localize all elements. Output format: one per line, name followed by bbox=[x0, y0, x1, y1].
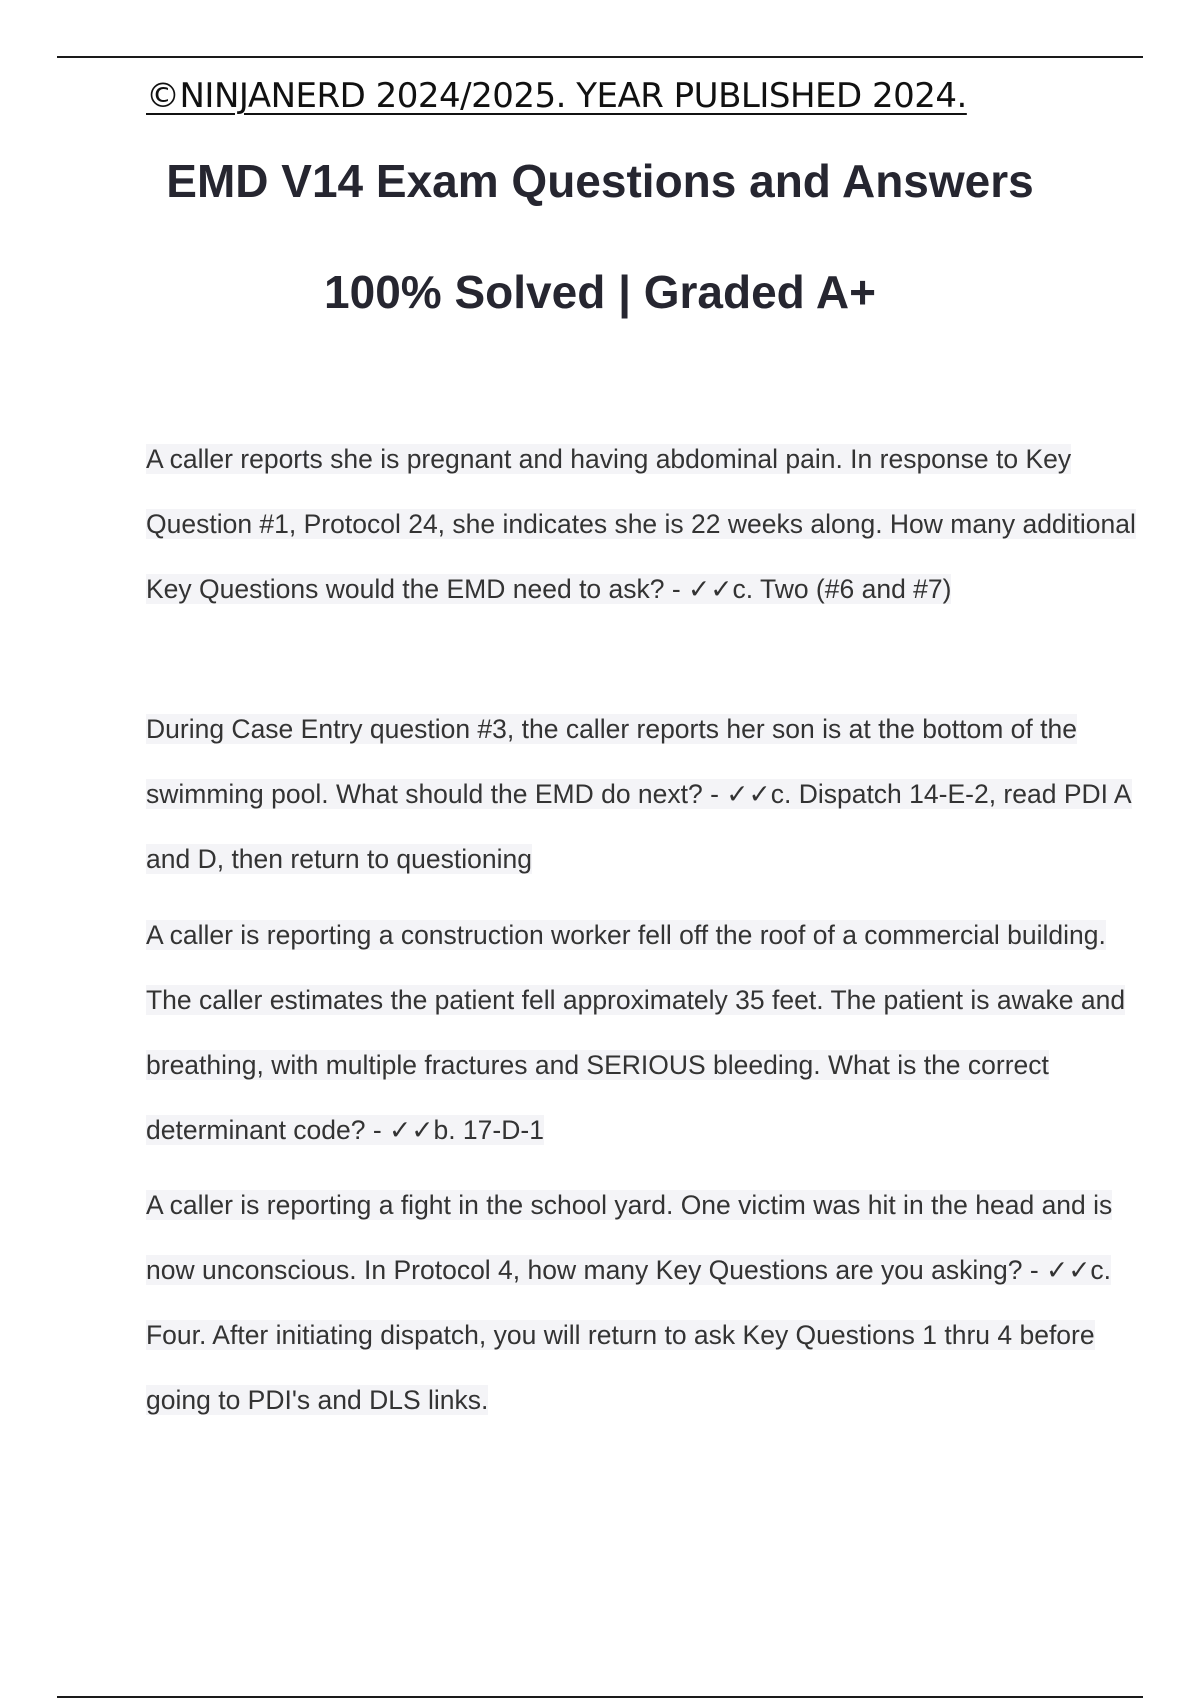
copyright-header: ©NINJANERD 2024/2025. YEAR PUBLISHED 2024. bbox=[146, 76, 967, 116]
qa-item-text: During Case Entry question #3, the caller reports her son is at the bottom of the swimming pool. What should the EMD do next? - ✓✓c. Dispatch 14-E-2, read PDI A and D, then return to questioning bbox=[146, 714, 1132, 874]
qa-item-text: A caller is reporting a fight in the school yard. One victim was hit in the head and is now unconscious. In Protocol 4, how many Key Questions are you asking? - ✓✓c. Four. After initiating dispatch, you will return to ask Key Questions 1 thru 4 before going to PDI's and DLS links. bbox=[146, 1190, 1113, 1415]
bottom-rule bbox=[57, 1696, 1143, 1698]
qa-item-text: A caller is reporting a construction worker fell off the roof of a commercial building. The caller estimates the patient fell approximately 35 feet. The patient is awake and breathing, with multiple fractures and SERIOUS bleeding. What is the correct determinant code? - ✓✓b. 17-D-1 bbox=[146, 920, 1126, 1145]
document-subtitle: 100% Solved | Graded A+ bbox=[324, 266, 876, 318]
qa-item-4 bbox=[146, 1173, 1156, 1433]
qa-item-1 bbox=[146, 427, 1156, 622]
qa-item-2 bbox=[146, 697, 1156, 892]
qa-item-text: A caller reports she is pregnant and having abdominal pain. In response to Key Question #1, Protocol 24, she indicates she is 22 weeks along. How many additional Key Questions would the EMD need to ask? - ✓✓c. Two (#6 and #7) bbox=[146, 444, 1136, 604]
document-title: EMD V14 Exam Questions and Answers bbox=[166, 155, 1034, 207]
top-rule bbox=[57, 56, 1143, 58]
qa-item-3 bbox=[146, 903, 1156, 1163]
